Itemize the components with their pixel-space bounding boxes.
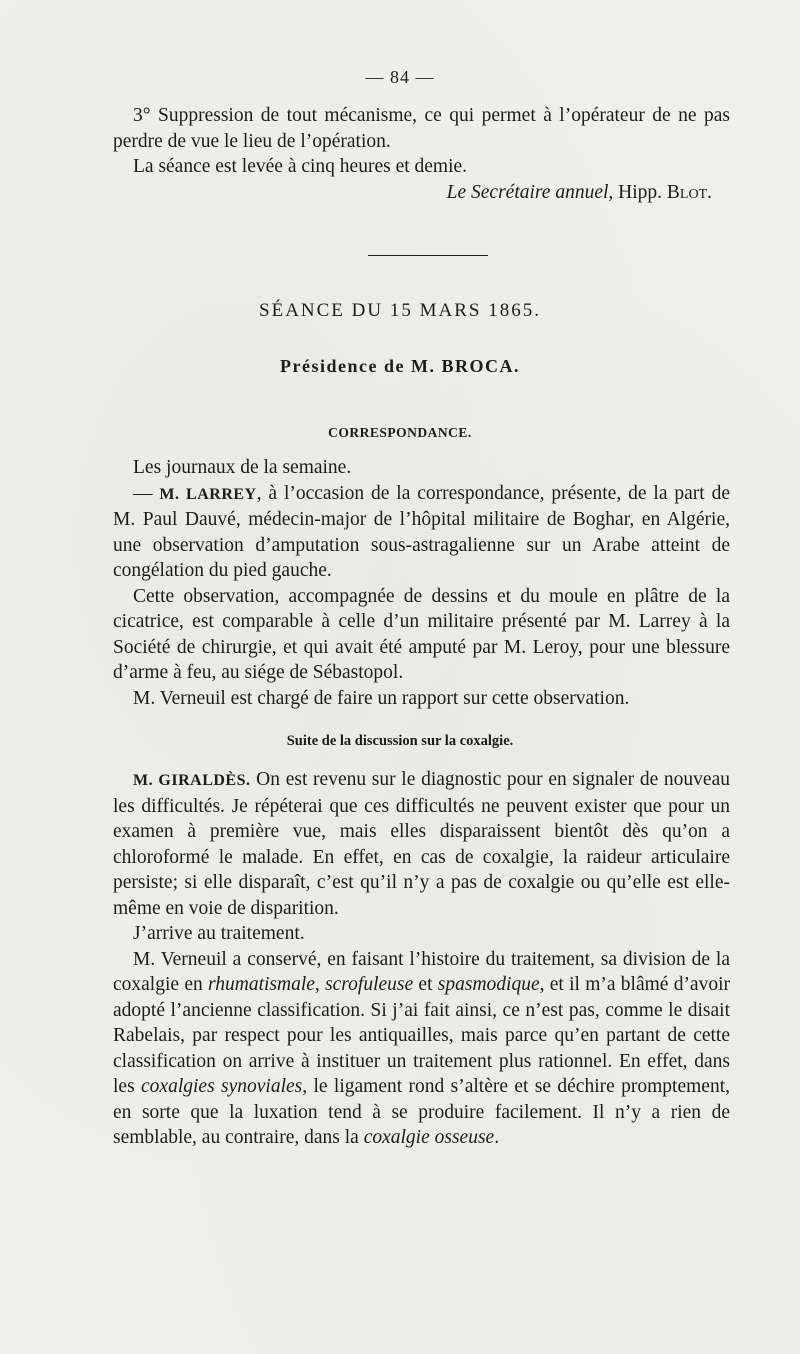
p3-text-f: . bbox=[494, 1127, 500, 1148]
term-rhumatismale: rhumatismale bbox=[208, 974, 315, 995]
journaux-paragraph: Les journaux de la semaine. bbox=[133, 457, 352, 478]
larrey-dash: — bbox=[133, 482, 153, 504]
giraldes-text: On est revenu sur le diagnostic pour en signaler de nouveau les difficultés. Je répéterai que ces difficultés ne peuvent exister que pour un examen à première vue, mais elles disparaissent bientôt dès qu’on a chloroformé le malade. En effet, en cas de coxalgie, la raideur articulaire persiste; si elle disparaît, c’est qu’il n’y a pas de coxalgie ou qu’elle est elle-même en voie de disparition. bbox=[113, 769, 730, 919]
verneuil-classification-paragraph bbox=[113, 947, 730, 1151]
signature-line bbox=[113, 180, 730, 206]
closing-line: La séance est levée à cinq heures et demie. bbox=[133, 156, 468, 177]
p3-text-c: et bbox=[413, 974, 438, 995]
signature-name-prefix: Hipp. bbox=[618, 181, 663, 203]
signature-role: Le Secrétaire annuel, bbox=[446, 181, 614, 203]
verneuil-paragraph: M. Verneuil est chargé de faire un rapport sur cette observation. bbox=[133, 687, 630, 709]
section-divider bbox=[368, 255, 488, 256]
p3-text-b: , bbox=[314, 974, 326, 995]
session-heading: SÉANCE DU 15 MARS 1865. bbox=[259, 300, 541, 321]
signature-name: Blot. bbox=[666, 181, 712, 203]
discussion-heading: Suite de la discussion sur la coxalgie. bbox=[286, 733, 514, 749]
term-coxalgie-osseuse: coxalgie osseuse bbox=[363, 1127, 495, 1148]
observation-paragraph: Cette observation, accompagnée de dessins et du moule en plâtre de la cicatrice, est comparable à celle d’un militaire présenté par M. Larrey à la Société de chirurgie, et qui avait été amputé par M. Leroy, pour une blessure d’arme à feu, au siége de Sébastopol. bbox=[113, 585, 730, 683]
item-3-paragraph: 3° Suppression de tout mécanisme, ce qui permet à l’opérateur de ne pas perdre de vue le lieu de l’opération. bbox=[113, 105, 730, 152]
term-coxalgies-synoviales: coxalgies synoviales bbox=[141, 1076, 303, 1097]
discussion-section bbox=[113, 767, 730, 1151]
larrey-text: , à l’occasion de la correspondance, présente, de la part de M. Paul Dauvé, médecin-major de l’hôpital militaire de Boghar, en Algérie, une observation d’amputation sous-astragalienne sur un Arabe atteint de congélation du pied gauche. bbox=[113, 482, 731, 581]
traitement-paragraph: J’arrive au traitement. bbox=[133, 923, 305, 944]
giraldes-name: M. GIRALDÈS. bbox=[133, 772, 251, 789]
p3-text-a: M. Verneuil a conservé, en faisant l’histoire du traitement, sa division de la coxalgie en bbox=[113, 948, 730, 995]
p3-text-e: , le ligament rond s’altère et se déchire promptement, en sorte que la luxation tend à se produire facilement. Il n’y a rien de semblable, au contraire, dans la bbox=[113, 1076, 730, 1148]
giraldes-paragraph bbox=[113, 767, 730, 921]
correspondance-section bbox=[113, 455, 730, 711]
presidence-heading: Présidence de M. BROCA. bbox=[280, 356, 520, 376]
term-scrofuleuse: scrofuleuse bbox=[325, 974, 414, 995]
page-number: — 84 — bbox=[365, 67, 435, 87]
larrey-paragraph bbox=[113, 481, 730, 584]
larrey-name: M. LARREY bbox=[159, 485, 257, 503]
p3-text-d: , et il m’a blâmé d’avoir adopté l’ancienne classification. Si j’ai fait ainsi, ce n’est pas, comme le disait Rabelais, par respect pour les antiquailles, mais parce qu’en partant de cette classification on arrive à instituer un traitement plus rationnel. En effet, dans les bbox=[113, 974, 731, 1097]
correspondance-heading: CORRESPONDANCE. bbox=[328, 425, 472, 440]
term-spasmodique: spasmodique bbox=[437, 974, 540, 995]
top-section bbox=[113, 103, 730, 205]
